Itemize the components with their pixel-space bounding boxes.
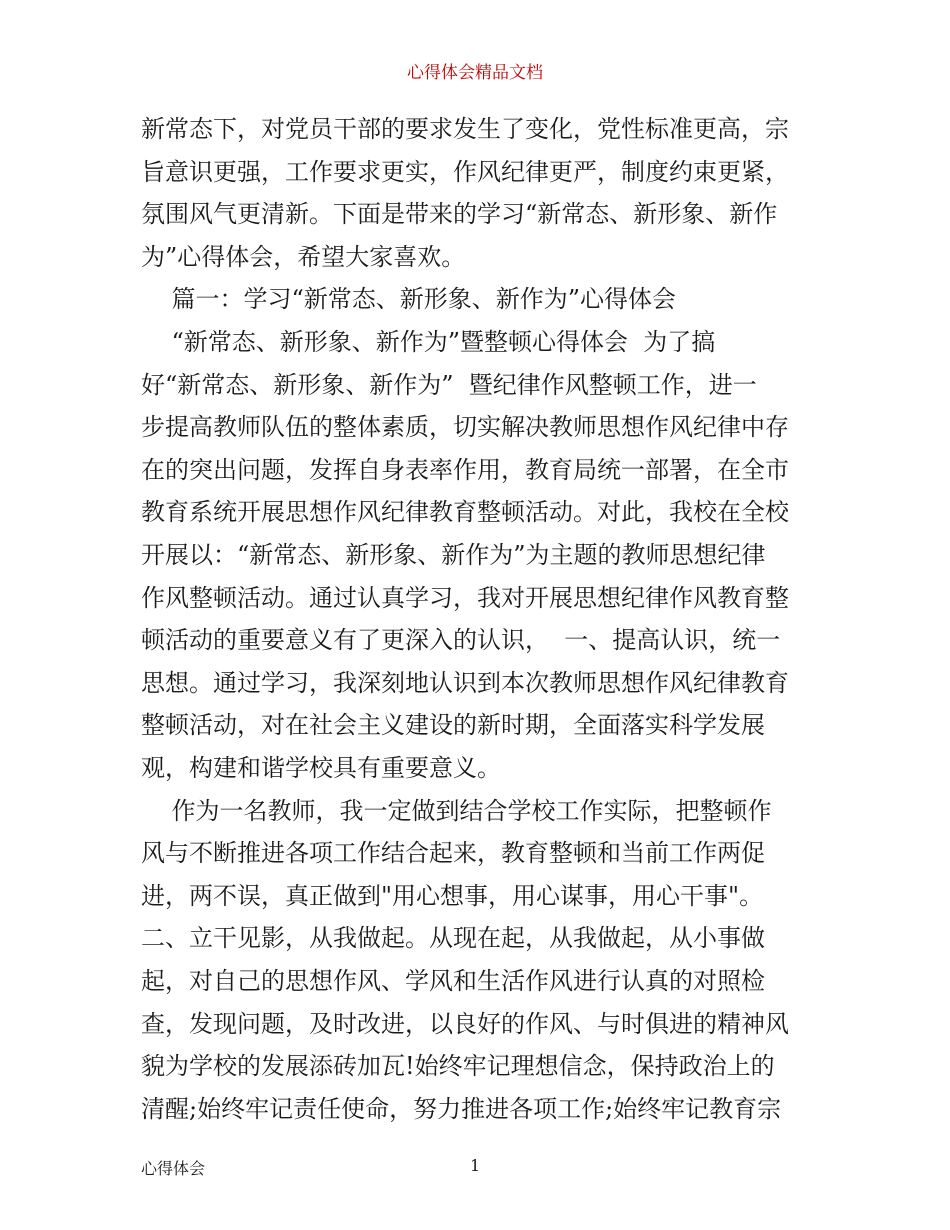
body-text-line: 顿活动的重要意义有了更深入的认识， 一、提高认识，统一 [141,626,781,655]
body-text-line: “新常态、新形象、新作为”暨整顿心得体会 为了搞 [141,328,716,356]
body-text-line: 作为一名教师，我一定做到结合学校工作实际，把整顿作 [141,796,772,825]
body-text-line: 步提高教师队伍的整体素质，切实解决教师思想作风纪律中存 [141,413,789,442]
body-text-line: 查，发现问题，及时改进，以良好的作风、与时俱进的精神风 [141,1009,789,1038]
body-text-line: 教育系统开展思想作风纪律教育整顿活动。对此，我校在全校 [141,498,789,527]
body-text-line: 二、立干见影，从我做起。从现在起，从我做起，从小事做 [141,924,765,953]
document-header-title: 心得体会精品文档 [407,63,543,83]
body-text-line: 作风整顿活动。通过认真学习，我对开展思想纪律作风教育整 [141,583,789,612]
body-text-line: 整顿活动，对在社会主义建设的新时期，全面落实科学发展 [141,711,765,740]
body-text-line: 起，对自己的思想作风、学风和生活作风进行认真的对照检 [141,967,765,995]
body-text-line: 风与不断推进各项工作结合起来，教育整顿和当前工作两促 [141,839,765,868]
page-number: 1 [470,1156,481,1175]
footer-label: 心得体会 [141,1159,206,1178]
body-text-line: 为”心得体会，希望大家喜欢。 [141,242,466,271]
body-text-line: 新常态下，对党员干部的要求发生了变化，党性标准更高，宗 [141,115,789,143]
body-text-line: 好“新常态、新形象、新作为” 暨纪律作风整顿工作，进一 [141,370,757,399]
body-text-line: 在的突出问题，发挥自身表率作用，教育局统一部署，在全市 [141,455,789,484]
body-text-line: 旨意识更强，工作要求更实，作风纪律更严，制度约束更紧， [141,157,789,186]
body-text-line: 思想。通过学习，我深刻地认识到本次教师思想作风纪律教育 [141,668,789,697]
body-text-line: 观，构建和谐学校具有重要意义。 [141,754,501,782]
body-text-line: 清醒;始终牢记责任使命，努力推进各项工作;始终牢记教育宗 [141,1094,782,1123]
body-text-line: 进，两不误，真正做到"用心想事，用心谋事，用心干事"。 [141,881,764,910]
body-text-line: 篇一：学习“新常态、新形象、新作为”心得体会 [141,285,677,314]
body-text-line: 貌为学校的发展添砖加瓦!始终牢记理想信念，保持政治上的 [141,1052,775,1081]
body-text-line: 氛围风气更清新。下面是带来的学习“新常态、新形象、新作 [141,200,778,229]
body-text-line: 开展以：“新常态、新形象、新作为”为主题的教师思想纪律 [141,541,766,569]
